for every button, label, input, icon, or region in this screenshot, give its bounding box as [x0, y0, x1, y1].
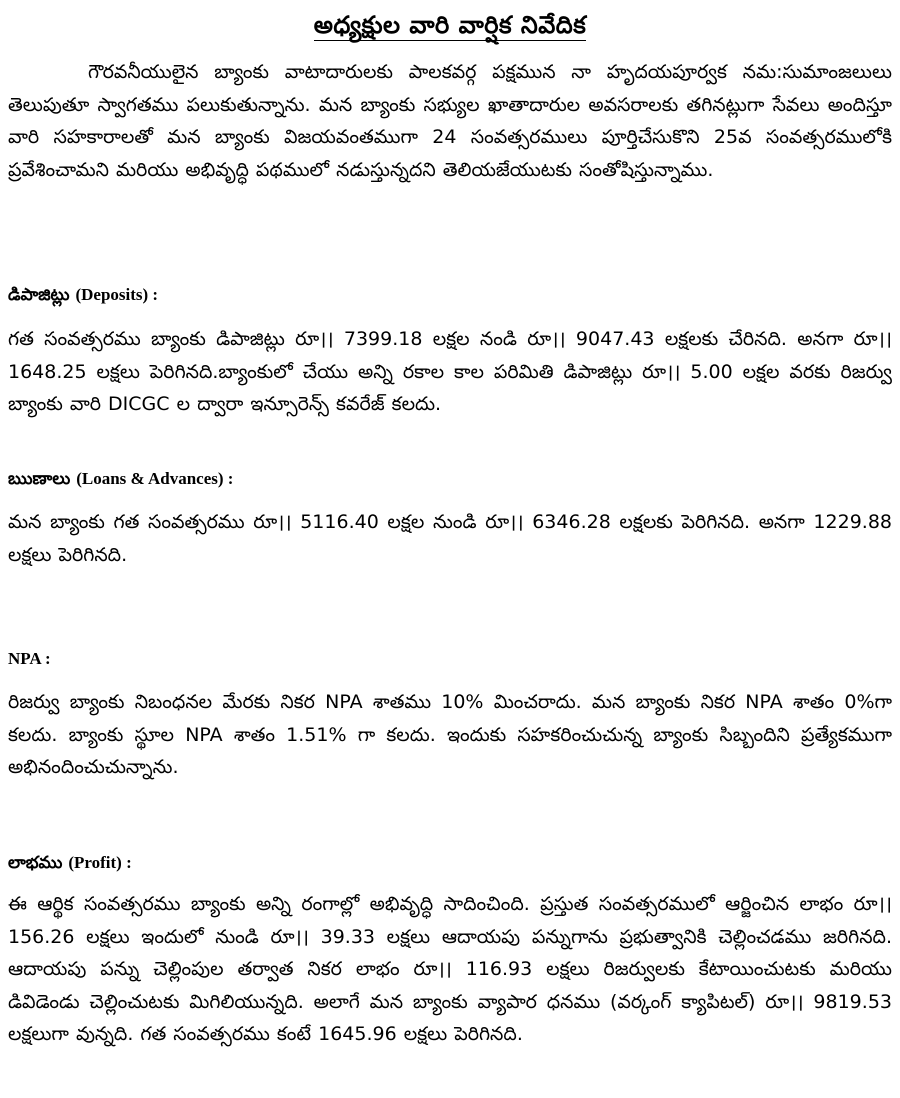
- profit-heading-en: (Profit) :: [68, 853, 132, 872]
- document-title: అధ్యక్షుల వారి వార్షిక నివేదిక: [313, 11, 587, 39]
- intro-paragraph: గౌరవనీయులైన బ్యాంకు వాటాదారులకు పాలకవర్గ పక్షమున నా హృదయపూర్వక నమ:సుమాంజలులు తెలుపుతూ స్వాగతము పలుకుతున్నాను. మన బ్యాంకు సభ్యుల ఖాతాదారుల అవసరాలకు తగినట్లుగా సేవలు అందిస్తూ వారి సహకారాలతో మన బ్యాంకు విజయవంతముగా 24 సంవత్సరములు పూర్తిచేసుకొని 25వ సంవత్సరములోకి ప్రవేశించామని మరియు అభివృద్ధి పథములో నడుస్తున్నదని తెలియజేయుటకు సంతోషిస్తున్నాము.: [8, 61, 892, 181]
- deposits-paragraph: గత సంవత్సరము బ్యాంకు డిపాజిట్లు రూ।। 7399.18 లక్షల నండి రూ।। 9047.43 లక్షలకు చేరినది. అనగా రూ।। 1648.25 లక్షలు పెరిగినది.బ్యాంకులో చేయు అన్ని రకాల కాల పరిమితి డిపాజిట్లు రూ।। 5.00 లక్షల వరకు రిజర్వు బ్యాంకు వారి DICGC ల ద్వారా ఇన్సూరెన్స్ కవరేజ్ కలదు.: [8, 328, 892, 415]
- profit-section: [8, 852, 892, 1051]
- profit-paragraph: ఈ ఆర్థిక సంవత్సరము బ్యాంకు అన్ని రంగాల్లో అభివృద్ధి సాదించింది. ప్రస్తుత సంవత్సరములో ఆర్జించిన లాభం రూ।।156.26 లక్షలు ఇందులో నుండి రూ।। 39.33 లక్షలు ఆదాయపు పన్నుగాను ప్రభుత్వానికి చెల్లించడము జరిగినది. ఆదాయపు పన్ను చెల్లింపుల తర్వాత నికర లాభం రూ।। 116.93 లక్షలు రిజర్వులకు కేటాయించుటకు మరియు డివిడెండు చెల్లించుటకు మిగిలియున్నది. అలాగే మన బ్యాంకు వ్యాపార ధనము (వర్కంగ్ క్యాపిటల్) రూ।। 9819.53 లక్షలుగా వున్నది. గత సంవత్సరము కంటే 1645.96 లక్షలు పెరిగినది.: [8, 893, 892, 1045]
- npa-paragraph: రిజర్వు బ్యాంకు నిబంధనల మేరకు నికర NPA శాతము 10% మించరాదు. మన బ్యాంకు నికర NPA శాతం 0%గా కలదు. బ్యాంకు స్థూల NPA శాతం 1.51% గా కలదు. ఇందుకు సహకరించుచున్న బ్యాంకు సిబ్బందిని ప్రత్యేకముగా అభినందించుచున్నాను.: [8, 691, 892, 778]
- deposits-heading: [8, 284, 892, 306]
- npa-section: [8, 648, 892, 784]
- loans-heading-en: (Loans & Advances) :: [76, 469, 234, 488]
- profit-heading-te: లాభము: [8, 853, 63, 873]
- loans-heading: [8, 468, 892, 490]
- deposits-heading-te: డిపాజిట్లు: [8, 285, 70, 305]
- loans-paragraph: మన బ్యాంకు గత సంవత్సరము రూ।। 5116.40 లక్షల నుండి రూ।। 6346.28 లక్షలకు పెరిగినది. అనగా 1229.88 లక్షలు పెరిగినది.: [8, 511, 892, 566]
- profit-heading: [8, 852, 892, 874]
- deposits-heading-en: (Deposits) :: [75, 285, 159, 304]
- deposits-section: [8, 284, 892, 421]
- npa-heading: [8, 648, 892, 670]
- intro-section: [8, 56, 892, 186]
- npa-heading-en: NPA :: [8, 649, 51, 668]
- loans-section: [8, 468, 892, 571]
- title-container: [8, 0, 892, 52]
- loans-heading-te: ఋణాలు: [8, 469, 71, 489]
